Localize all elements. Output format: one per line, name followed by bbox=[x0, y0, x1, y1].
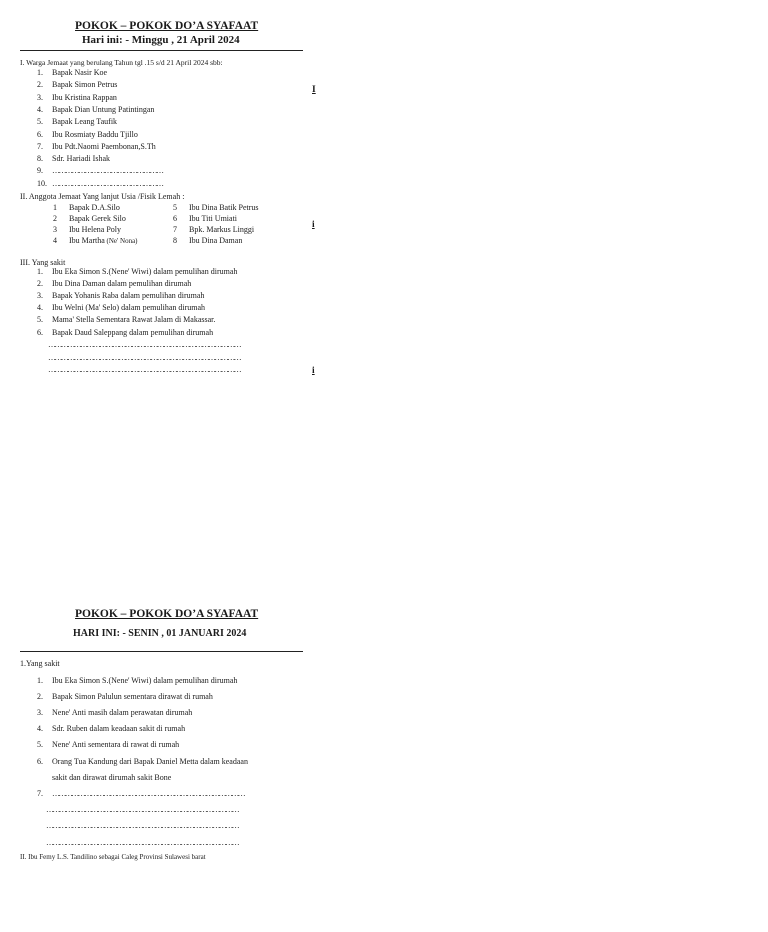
dotted-line: ……………………………………………………………………………… bbox=[48, 365, 241, 374]
list-item-number: 1. bbox=[37, 267, 43, 276]
list-item: Bapak D.A.Silo bbox=[69, 203, 120, 212]
list-item-number: 2 bbox=[53, 214, 57, 223]
list-item-number: 5. bbox=[37, 740, 43, 750]
list-item: Bapak Daud Saleppang dalam pemulihan dirumah bbox=[52, 327, 214, 337]
dotted-line: ……………………………………………………………………………… bbox=[48, 352, 241, 362]
doc2-section2-heading: II. Ibu Femy L.S. Tandilino sebagai Caleg Provinsi Sulawesi barat bbox=[20, 853, 206, 861]
list-item-number: 5. bbox=[37, 315, 43, 325]
dotted-line: ……………………………………………………………………………… bbox=[46, 821, 239, 831]
list-item-number: 6 bbox=[173, 214, 177, 223]
list-item: sakit dan dirawat dirumah sakit Bone bbox=[52, 772, 172, 782]
doc1-section1-heading: I. Warga Jemaat yang berulang Tahun tgl .15 s/d 21 April 2024 sbb: bbox=[20, 58, 223, 67]
list-item-number: 1 bbox=[53, 203, 57, 212]
list-item: Ibu Welni (Ma' Selo) dalam pemulihan dirumah bbox=[52, 303, 206, 313]
list-item: …………………………………………… bbox=[52, 178, 163, 188]
list-item-number: 2. bbox=[37, 279, 43, 289]
list-item-number: 3 bbox=[53, 225, 57, 234]
list-item: Nene' Anti sementara di rawat di rumah bbox=[52, 740, 180, 750]
doc1-section2-heading: II. Anggota Jemaat Yang lanjut Usia /Fisik Lemah : bbox=[20, 192, 185, 201]
dotted-line: ……………………………………………………………………………… bbox=[48, 340, 241, 349]
list-item-number: 3. bbox=[37, 291, 43, 301]
list-item: Orang Tua Kandung dari Bapak Daniel Metta dalam keadaan bbox=[52, 756, 248, 766]
list-item: ……………………………………………………………………………… bbox=[52, 788, 245, 798]
list-item: Ibu Kristina Rappan bbox=[52, 92, 117, 102]
list-item-number: 4. bbox=[37, 303, 43, 313]
list-item: Nene' Anti masih dalam perawatan dirumah bbox=[52, 708, 193, 718]
doc2-section1-heading: 1.Yang sakit bbox=[20, 659, 60, 668]
list-item-number: 1. bbox=[37, 68, 43, 77]
list-item: Mama' Stella Sementara Rawat Jalam di Makassar. bbox=[52, 315, 216, 325]
list-item-number: 7 bbox=[173, 225, 177, 234]
list-item: Ibu Titi Umiati bbox=[189, 214, 238, 223]
dotted-line: ……………………………………………………………………………… bbox=[46, 805, 239, 814]
list-item: Sdr. Ruben dalam keadaan sakit di rumah bbox=[52, 724, 186, 734]
list-item: Ibu Martha (Ne' Nona) bbox=[69, 236, 138, 245]
list-item-number: 3. bbox=[37, 708, 43, 718]
side-mark-1: I bbox=[312, 85, 316, 95]
list-item: Ibu Eka Simon S.(Nene' Wiwi) dalam pemulihan dirumah bbox=[52, 676, 238, 685]
list-item: Bapak Yohanis Raba dalam pemulihan dirumah bbox=[52, 291, 205, 301]
list-item-number: 10. bbox=[37, 178, 47, 188]
list-item: Bapak Dian Untung Patintingan bbox=[52, 104, 155, 114]
list-item-number: 5. bbox=[37, 117, 43, 127]
list-item-number: 9. bbox=[37, 166, 43, 176]
doc1-divider bbox=[20, 50, 303, 51]
side-mark-2: i bbox=[312, 220, 315, 230]
list-item-number: 6. bbox=[37, 129, 43, 139]
list-item: Bapak Gerek Silo bbox=[69, 214, 126, 223]
list-item: Ibu Pdt.Naomi Paembonan,S.Th bbox=[52, 141, 156, 151]
list-item: Bapak Simon Petrus bbox=[52, 80, 118, 90]
doc2-divider bbox=[20, 651, 303, 652]
list-item-number: 8 bbox=[173, 236, 177, 245]
list-item: Ibu Dina Daman dalam pemulihan dirumah bbox=[52, 279, 192, 289]
list-item: Sdr. Hariadi Ishak bbox=[52, 154, 110, 164]
doc2-subtitle: HARI INI: - SENIN , 01 JANUARI 2024 bbox=[73, 628, 247, 639]
side-mark-3: i bbox=[312, 366, 315, 376]
list-item-number: 7. bbox=[37, 788, 43, 798]
list-item-number: 4. bbox=[37, 724, 43, 734]
list-item-number: 7. bbox=[37, 141, 43, 151]
list-item-number: 6. bbox=[37, 756, 43, 766]
doc2-title: POKOK – POKOK DO’A SYAFAAT bbox=[75, 608, 259, 620]
list-item-note: (Ne' Nona) bbox=[104, 237, 138, 245]
list-item: Ibu Dina Batik Petrus bbox=[189, 203, 259, 212]
list-item-number: 8. bbox=[37, 154, 43, 164]
list-item-number: 1. bbox=[37, 676, 43, 685]
doc1-subtitle: Hari ini: - Minggu , 21 April 2024 bbox=[82, 34, 240, 46]
doc1-title: POKOK – POKOK DO’A SYAFAAT bbox=[75, 20, 259, 32]
list-item: Ibu Dina Daman bbox=[189, 236, 243, 245]
list-item: Bpk. Markus Linggi bbox=[189, 225, 255, 234]
doc1-section3-heading: III. Yang sakit bbox=[20, 258, 66, 267]
list-item: …………………………………………… bbox=[52, 166, 163, 176]
list-item: Bapak Nasir Koe bbox=[52, 68, 108, 77]
list-item-number: 5 bbox=[173, 203, 177, 212]
list-item-number: 4 bbox=[53, 236, 57, 245]
list-item: Ibu Rosmiaty Baddu Tjillo bbox=[52, 129, 138, 139]
list-item-number: 2. bbox=[37, 692, 43, 702]
list-item-number: 4. bbox=[37, 104, 43, 114]
list-item: Ibu Eka Simon S.(Nene' Wiwi) dalam pemulihan dirumah bbox=[52, 267, 238, 276]
list-item-number: 6. bbox=[37, 327, 43, 337]
list-item-number: 2. bbox=[37, 80, 43, 90]
list-item: Ibu Helena Poly bbox=[69, 225, 121, 234]
dotted-line: ……………………………………………………………………………… bbox=[46, 837, 239, 847]
list-item-number: 3. bbox=[37, 92, 43, 102]
list-item: Bapak Leang Taufik bbox=[52, 117, 118, 127]
list-item: Bapak Simon Palulun sementara dirawat di rumah bbox=[52, 692, 213, 702]
